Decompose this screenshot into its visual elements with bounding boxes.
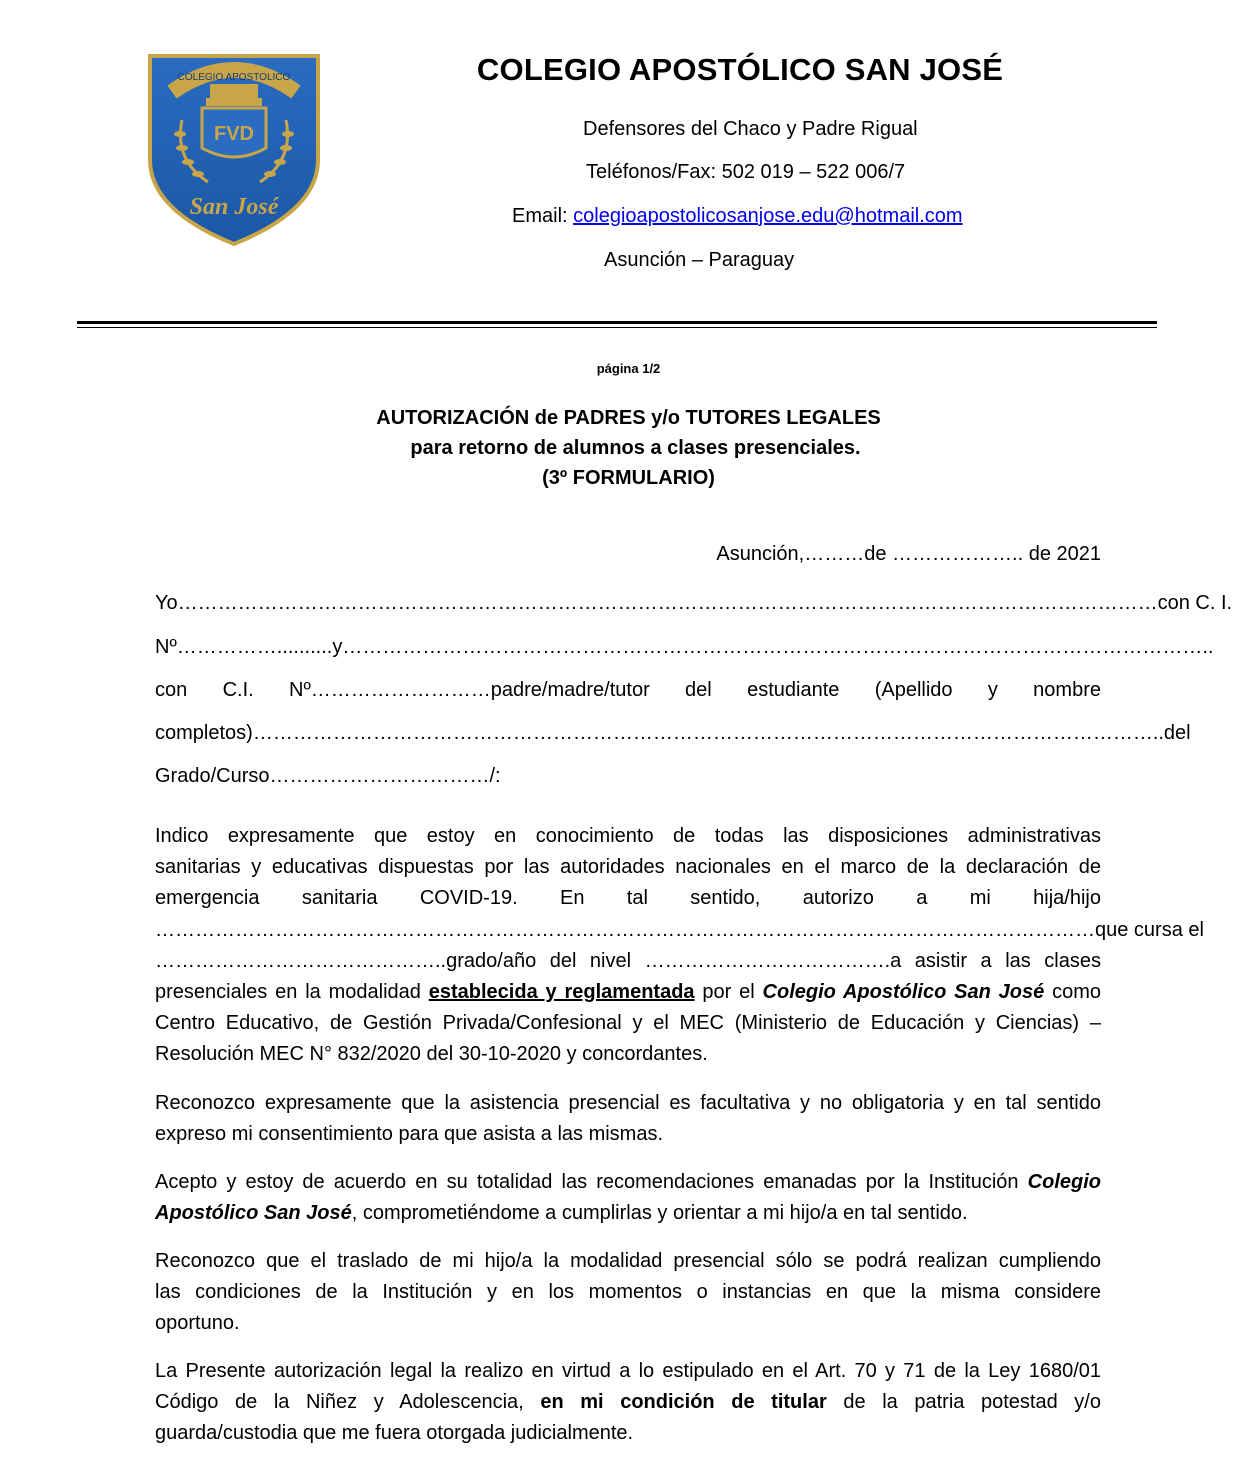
p1-l6-b: establecida y reglamentada	[428, 981, 695, 1004]
p1-line-3: emergencia sanitaria COVID-19. En tal sentido, autorizo a mi hija/hijo	[155, 887, 1101, 910]
p4-line-1: Reconozco que el traslado de mi hijo/a la modalidad presencial sólo se podrá realizan cumpliendo	[155, 1250, 1101, 1272]
email-label: Email:	[512, 205, 574, 227]
p1-l6-c: por el	[694, 981, 763, 1004]
school-phones: Teléfonos/Fax: 502 019 – 522 006/7	[586, 161, 906, 183]
form-line-student: completos)………………………………………………………………………………………………………………………..del	[155, 722, 1191, 744]
p5-line-2	[155, 1387, 1101, 1418]
title-line-2: para retorno de alumnos a clases presenciales.	[410, 437, 861, 459]
p1-line-4: ……………………………………………………………………………………………………………………………que cursa el	[155, 918, 1204, 941]
paragraph-acceptance	[155, 1167, 1101, 1229]
document-title	[0, 403, 1257, 493]
p3-l1-a: Acepto y estoy de acuerdo en su totalidad las recomendaciones emanadas por la Institución	[155, 1171, 1028, 1193]
p3-line-1	[155, 1167, 1101, 1198]
svg-text:San José: San José	[189, 194, 279, 220]
paragraph-authorization	[155, 821, 1204, 1071]
email-link[interactable]: colegioapostolicosanjose.edu@hotmail.com	[573, 205, 963, 227]
form-line-ci: Nº……………..........y…………………………………………………………………………………………………………………..	[155, 636, 1214, 658]
form-line-grade: Grado/Curso……………………………/:	[155, 765, 501, 787]
p3-l2-b: , comprometiéndome a cumplirlas y orientar a mi hijo/a en tal sentido.	[351, 1202, 968, 1225]
page-number: página 1/2	[596, 361, 661, 376]
school-address: Defensores del Chaco y Padre Rigual	[583, 118, 918, 140]
school-city: Asunción – Paraguay	[604, 249, 795, 271]
header-divider-thin	[77, 327, 1157, 328]
p1-line-2: sanitarias y educativas dispuestas por las autoridades nacionales en el marco de la declaración de	[155, 856, 1101, 879]
p4-line-3: oportuno.	[155, 1312, 240, 1335]
p1-line-8: Resolución MEC N° 832/2020 del 30-10-2020 y concordantes.	[155, 1043, 708, 1066]
p1-line-1: Indico expresamente que estoy en conocimiento de todas las disposiciones administrativas	[155, 825, 1101, 847]
form-line-name: Yo…………………………………………………………………………………………………………………………………con C. I.	[155, 592, 1233, 614]
date-field-line: Asunción,………de ……………….. de 2021	[716, 543, 1101, 565]
p3-l2-a: Apostólico San José	[155, 1202, 352, 1225]
p1-line-7: Centro Educativo, de Gestión Privada/Confesional y el MEC (Ministerio de Educación y Ciencias) –	[155, 1012, 1101, 1035]
form-line-parent: con C.I. Nº………………………padre/madre/tutor del estudiante (Apellido y nombre	[155, 679, 1101, 701]
p1-line-5: ……………………………………..grado/año del nivel ……………………………….a asistir a las clases	[155, 949, 1101, 972]
p3-line-2	[155, 1198, 1101, 1229]
school-name: COLEGIO APOSTÓLICO SAN JOSÉ	[476, 52, 1004, 87]
p5-line-1: La Presente autorización legal la realizo en virtud a lo estipulado en el Art. 70 y 71 de la Ley 1680/01	[155, 1360, 1101, 1382]
header-divider-thick	[77, 321, 1157, 324]
school-crest-logo	[146, 50, 322, 246]
title-line-3: (3º FORMULARIO)	[542, 467, 715, 489]
p5-l2-b: en mi condición de titular	[540, 1391, 827, 1414]
p4-line-2: las condiciones de la Institución y en los momentos o instancias en que la misma considere	[155, 1281, 1101, 1304]
school-email-line	[512, 205, 963, 228]
p2-line-2: expreso mi consentimiento para que asista a las mismas.	[155, 1123, 664, 1146]
svg-text:FVD: FVD	[214, 123, 254, 145]
title-line-1: AUTORIZACIÓN de PADRES y/o TUTORES LEGALES	[376, 407, 881, 429]
paragraph-voluntary	[155, 1088, 1101, 1150]
p5-l2-c: de la patria potestad y/o	[826, 1391, 1101, 1414]
p2-line-1: Reconozco expresamente que la asistencia presencial es facultativa y no obligatoria y en tal sentido	[155, 1092, 1101, 1114]
p1-l6-d: Colegio Apostólico San José	[762, 981, 1045, 1004]
p1-l6-a: presenciales en la modalidad	[155, 981, 429, 1004]
paragraph-conditions	[155, 1246, 1101, 1340]
p1-line-6	[155, 977, 1101, 1008]
p1-l6-e: como	[1044, 981, 1101, 1004]
svg-text:COLEGIO APOSTOLICO: COLEGIO APOSTOLICO	[177, 72, 291, 83]
p5-line-3: guarda/custodia que me fuera otorgada judicialmente.	[155, 1422, 634, 1445]
p5-l2-a: Código de la Niñez y Adolescencia,	[155, 1391, 541, 1414]
p3-l1-b: Colegio	[1027, 1171, 1101, 1193]
paragraph-legal-basis	[155, 1356, 1101, 1450]
